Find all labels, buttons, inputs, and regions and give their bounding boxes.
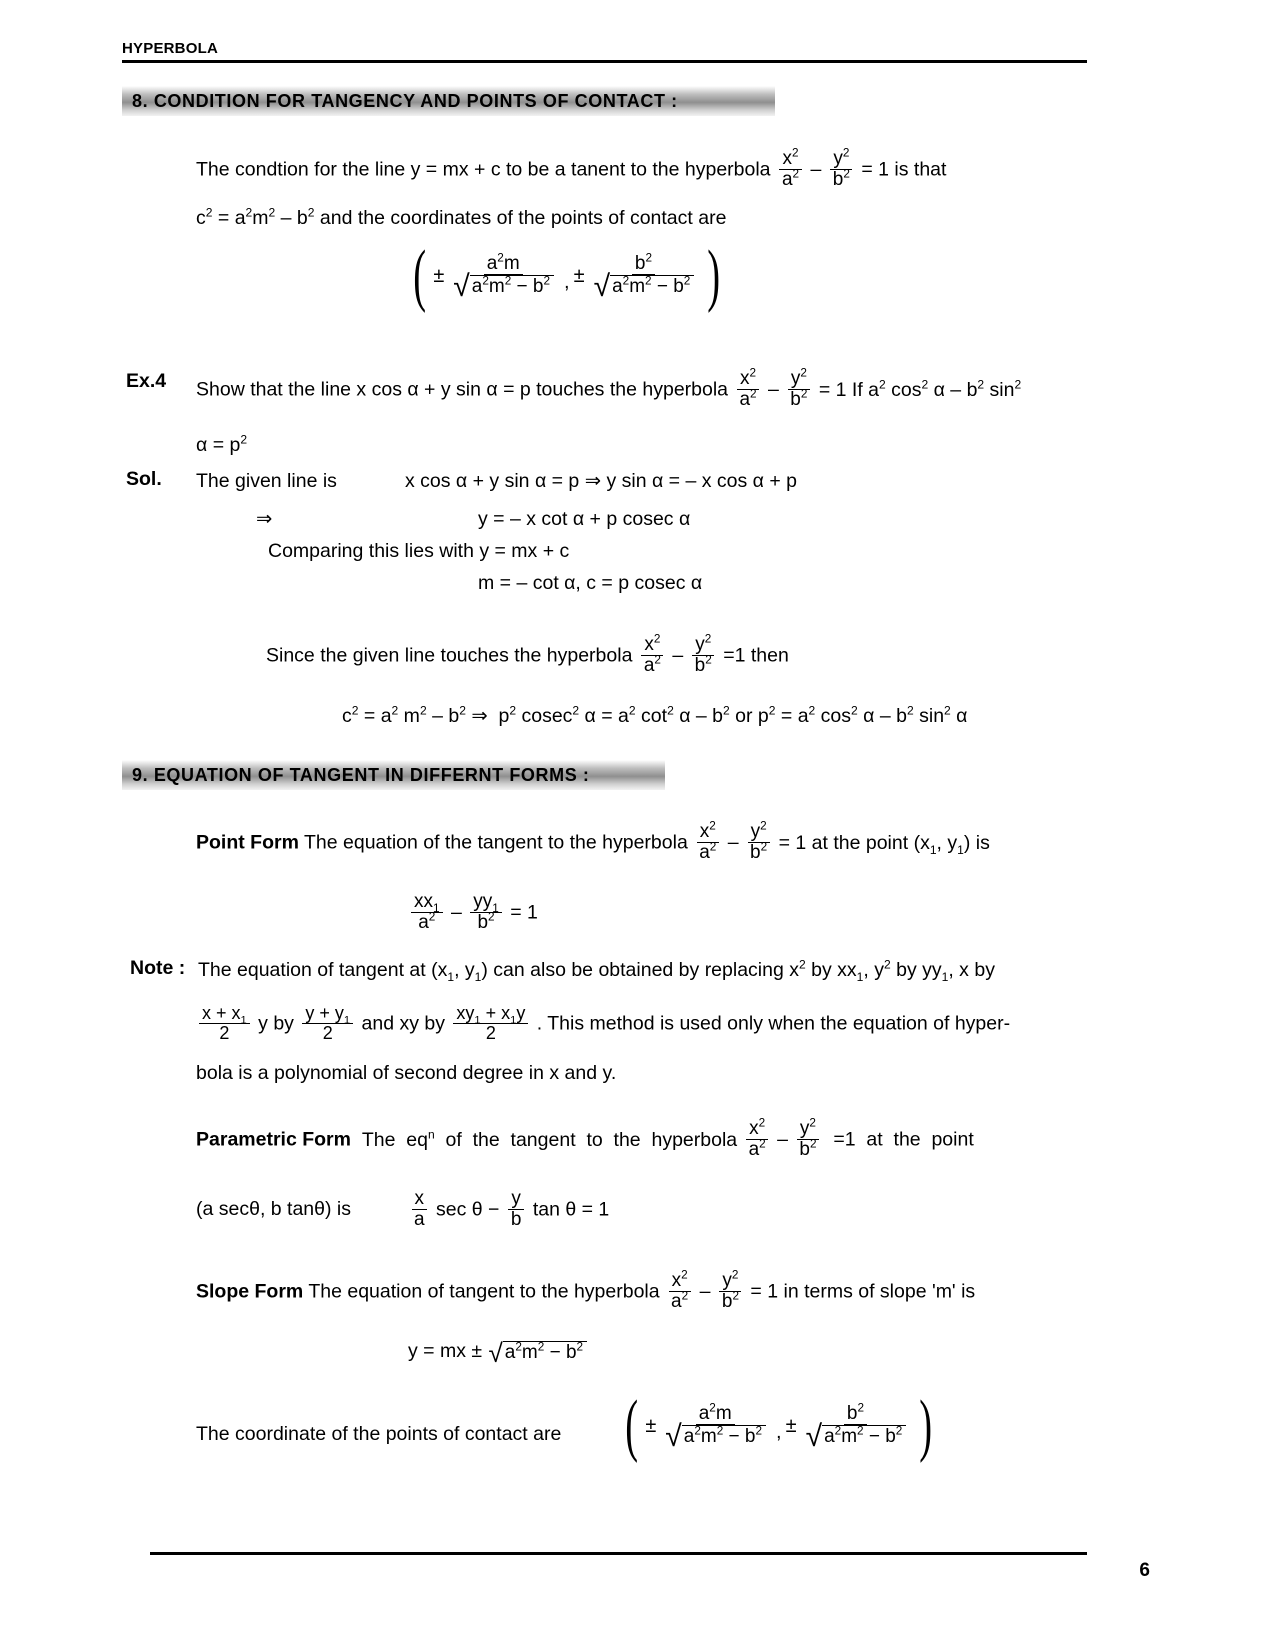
example-num-y: $y^2$: [788, 369, 810, 390]
pf-eq-fraction-right: [470, 892, 502, 933]
param-eq-num-x: x: [412, 1189, 428, 1210]
slope-minus: –: [699, 1280, 711, 1303]
solution-line5-text2: =1 then: [723, 644, 789, 667]
coord-second: [572, 251, 703, 303]
contact-den-right: [590, 269, 698, 303]
slope-contact-fraction-right: [802, 1401, 910, 1453]
note-line2: [196, 1005, 1010, 1044]
parametric-form-text2: =1 at the point: [827, 1128, 974, 1151]
solution-line4: m = – cot α, c = p cosec α: [478, 572, 703, 594]
pf-minus: –: [727, 831, 739, 854]
solution-line2-right: y = – x cot α + p cosec α: [478, 508, 691, 530]
left-paren-2: (: [625, 1387, 639, 1464]
parametric-form-line: [196, 1116, 974, 1161]
radical-icon-4: √: [665, 1419, 682, 1453]
pf-num-y: $y^2$: [748, 822, 770, 843]
point-form-text2: = 1 at the point ($x_1$, $y_1$) is: [778, 831, 990, 857]
plus-minus-icon: ±: [433, 264, 445, 287]
header-rule: [122, 60, 1087, 63]
hyperbola-den-a: $a^2$: [781, 167, 800, 190]
example-label: Ex.4: [126, 370, 167, 392]
slope-form-text2: = 1 in terms of slope 'm' is: [750, 1280, 976, 1303]
note-line3: bola is a polynomial of second degree in x and y.: [196, 1062, 617, 1084]
section8-intro-text1: The condtion for the line y = mx + c to be a tanent to the hyperbola: [196, 158, 771, 181]
example-statement-line2: $\alpha = p^2$: [196, 432, 248, 456]
note-tail: . This method is used only when the equation of hyper-: [536, 1012, 1011, 1035]
section8-intro-line2: $c^2 = a^2m^2 - b^2$ and the coordinates of the points of contact are: [196, 205, 727, 229]
right-paren-2: ): [919, 1387, 933, 1464]
note-frac2-num: $y + y_1$: [302, 1004, 353, 1024]
example-minus: –: [768, 378, 779, 401]
slope-num-x: $x^2$: [669, 1271, 691, 1292]
pf-eq-num-left: $xx_1$: [411, 892, 443, 913]
note-frac1-num: $x + x_1$: [199, 1004, 250, 1024]
pf-den-a: $a^2$: [699, 840, 717, 863]
slope-contact-text: The coordinate of the points of contact are: [196, 1423, 562, 1445]
example-hyperbola-fraction-y: [787, 366, 810, 410]
big-parenthesis-group-2: [620, 1387, 938, 1464]
hyperbola-den-b: $b^2$: [832, 167, 850, 190]
example-statement-text2: = 1 If $a^2$ $\cos^2 \alpha - b^2$ $\sin^2$: [818, 377, 1022, 401]
example-den-b: $b^2$: [790, 387, 808, 410]
note-frac3-den: 2: [485, 1023, 496, 1043]
point-form-equation: [408, 893, 538, 934]
radicand-right: $a^2m^2 - b^2$: [610, 275, 694, 297]
slope-den-a: $a^2$: [671, 1289, 689, 1312]
param-den-a: $a^2$: [748, 1137, 766, 1160]
plus-minus-icon-4: ±: [785, 1414, 797, 1437]
param-eq-minus: −: [488, 1198, 500, 1221]
solution-line5: [266, 632, 789, 677]
param-num-x: $x^2$: [746, 1119, 768, 1140]
pf-eq-den-left: $a^2$: [418, 910, 436, 933]
hyperbola-fraction-y: [830, 146, 853, 190]
slope-eq-lhs: y = mx ±: [408, 1340, 483, 1362]
footer-rule: [150, 1552, 1087, 1555]
plus-minus-icon-3: ±: [645, 1414, 657, 1437]
contact-fraction-right: [590, 251, 698, 303]
slope-contact-fraction-left: [661, 1401, 769, 1453]
note-fraction-3: [453, 1004, 528, 1043]
slope-form-label: Slope Form: [196, 1280, 304, 1303]
example-statement-line1: [196, 366, 1022, 411]
slope-eq-radicand: $a^2m^2 - b^2$: [503, 1341, 587, 1363]
coord-comma: ,: [564, 270, 570, 293]
note-label: Note :: [130, 957, 186, 979]
sol-hyperbola-fraction-y: [692, 632, 715, 676]
pf-eq-num-right: $yy_1$: [470, 892, 502, 913]
big-parenthesis-group: [408, 237, 726, 314]
pf-hyperbola-fraction-x: [696, 819, 719, 863]
coord-first: [431, 251, 562, 303]
chapter-title: HYPERBOLA: [122, 40, 218, 57]
sol-hyperbola-fraction-x: [641, 632, 664, 676]
slope-hyperbola-fraction-x: [668, 1268, 691, 1312]
sqrt-right: [593, 269, 695, 303]
param-num-y: $y^2$: [797, 1119, 819, 1140]
slope-form-text1: The equation of tangent to the hyperbola: [308, 1280, 660, 1303]
slope-hyperbola-fraction-y: [719, 1268, 742, 1312]
example-statement-text1: Show that the line x cos α + y sin α = p touches the hyperbola: [196, 378, 729, 401]
page-header: [122, 40, 1087, 63]
param-eq-num-y: y: [508, 1189, 524, 1210]
radicand-left-2: $a^2m^2 - b^2$: [682, 1425, 766, 1447]
pf-eq-den-right: $b^2$: [477, 910, 495, 933]
coord-first-2: [643, 1401, 774, 1453]
parametric-form-text1: The $eq^n$ of the tangent to the hyperbola: [356, 1127, 738, 1151]
example-num-x: $x^2$: [737, 369, 759, 390]
contact-den-left: [449, 269, 557, 303]
slope-form-line: [196, 1268, 976, 1313]
note-fraction-1: [199, 1004, 250, 1043]
contact-fraction-left: [449, 251, 557, 303]
example-hyperbola-fraction-x: [736, 366, 759, 410]
note-frac1-den: 2: [219, 1023, 230, 1043]
section8-intro-text3: and the coordinates of the points of contact are: [319, 207, 727, 229]
radical-icon-5: √: [805, 1419, 823, 1453]
solution-line1-left: The given line is: [196, 470, 337, 492]
slope-contact-num-right: $b^2$: [844, 1404, 867, 1425]
slope-den-b: $b^2$: [721, 1289, 739, 1312]
coord-second-2: [784, 1401, 915, 1453]
section-heading-8: [122, 86, 775, 116]
sqrt-left: [453, 269, 554, 303]
pf-num-x: $x^2$: [697, 822, 719, 843]
note-frac2-den: 2: [322, 1023, 333, 1043]
param-eq-fraction-x: [411, 1189, 428, 1230]
solution-final-line: $c^2 = a^2$ $m^2 - b^2$ ⇒ $p^2$ cosec$^2$ $\alpha = a^2$ $\cot^2 \alpha - b^2$ or $p^2 = a^2$ $\cos^2 \alpha - b^2$ $\sin^2 \alpha$: [342, 703, 968, 727]
plus-minus-icon-2: ±: [573, 264, 585, 287]
coord-comma-2: ,: [776, 1420, 782, 1443]
sol-den-a: $a^2$: [643, 653, 661, 676]
param-eq-den-b: b: [510, 1209, 522, 1230]
parametric-line2-prefix: (a secθ, b tanθ) is: [196, 1198, 351, 1220]
param-eq-sec: sec θ: [436, 1198, 483, 1221]
pf-eq-minus: –: [450, 901, 462, 924]
pf-eq-rhs: = 1: [510, 901, 538, 924]
section-heading-9: [122, 760, 665, 790]
section-heading-8-label: 8. CONDITION FOR TANGENCY AND POINTS OF CONTACT :: [132, 90, 678, 111]
right-paren: ): [707, 237, 721, 314]
slope-contact-formula: [620, 1387, 938, 1464]
point-form-line: [196, 819, 990, 864]
param-eq-tan: tan θ = 1: [532, 1198, 610, 1221]
slope-eq-sqrt: [488, 1337, 588, 1368]
radical-icon-3: √: [488, 1337, 503, 1368]
pf-hyperbola-fraction-y: [747, 819, 770, 863]
parametric-equation: [408, 1190, 609, 1231]
example-den-a: $a^2$: [739, 387, 757, 410]
note-frac3-num: $xy_1 + x_1y$: [453, 1004, 528, 1024]
param-hyperbola-fraction-x: [746, 1116, 769, 1160]
param-eq-den-a: a: [414, 1209, 425, 1230]
note-line1: The equation of tangent at ($x_1$, $y_1$) can also be obtained by replacing $x^2$ by $xx_1$, $y^2$ by $yy_1$, x by: [198, 957, 995, 984]
note-mid-2: and xy by: [361, 1012, 445, 1035]
page-number: 6: [1139, 1560, 1150, 1581]
section8-intro-line1: [196, 146, 947, 191]
sol-num-y: $y^2$: [692, 635, 714, 656]
left-paren: (: [413, 237, 427, 314]
radical-icon-2: √: [593, 269, 611, 303]
solution-line3: Comparing this lies with y = mx + c: [268, 540, 570, 562]
parametric-form-label: Parametric Form: [196, 1128, 351, 1151]
param-eq-fraction-y: [508, 1189, 525, 1230]
point-form-text1: The equation of the tangent to the hyperbola: [304, 831, 688, 854]
note-mid-1: y by: [258, 1012, 294, 1035]
slope-contact-den-right: [802, 1419, 910, 1453]
section-heading-9-label: 9. EQUATION OF TANGENT IN DIFFERNT FORMS :: [132, 764, 590, 785]
sol-minus: –: [672, 644, 684, 667]
solution-line5-text1: Since the given line touches the hyperbola: [266, 644, 633, 667]
minus-sign: –: [810, 158, 822, 181]
slope-form-equation: [408, 1337, 587, 1368]
radicand-left: $a^2m^2 - b^2$: [470, 275, 554, 297]
pf-den-b: $b^2$: [750, 840, 768, 863]
section8-contact-formula: [408, 237, 726, 314]
radical-icon: √: [453, 269, 470, 303]
point-form-label: Point Form: [196, 831, 299, 854]
param-den-b: $b^2$: [799, 1137, 817, 1160]
contact-num-left: $a^2m$: [484, 254, 523, 275]
radicand-right-2: $a^2m^2 - b^2$: [822, 1425, 906, 1447]
sqrt-right-2: [805, 1419, 907, 1453]
section8-intro-text2: = 1 is that: [861, 158, 947, 181]
contact-num-right: $b^2$: [632, 254, 655, 275]
hyperbola-num-x: $x^2$: [779, 149, 801, 170]
pf-eq-fraction-left: [411, 892, 443, 933]
slope-num-y: $y^2$: [719, 1271, 741, 1292]
hyperbola-fraction-x: [779, 146, 802, 190]
slope-contact-num-left: $a^2m$: [696, 1404, 735, 1425]
sqrt-left-2: [665, 1419, 766, 1453]
solution-line1-right: x cos α + y sin α = p ⇒ y sin α = – x cos α + p: [405, 470, 797, 492]
sol-den-b: $b^2$: [694, 653, 712, 676]
note-fraction-2: [302, 1004, 353, 1043]
param-minus: –: [777, 1128, 788, 1151]
param-hyperbola-fraction-y: [796, 1116, 819, 1160]
hyperbola-num-y: $y^2$: [830, 149, 852, 170]
slope-contact-den-left: [661, 1419, 769, 1453]
sol-num-x: $x^2$: [641, 635, 663, 656]
solution-arrow: ⇒: [256, 508, 273, 530]
solution-label: Sol.: [126, 468, 162, 490]
